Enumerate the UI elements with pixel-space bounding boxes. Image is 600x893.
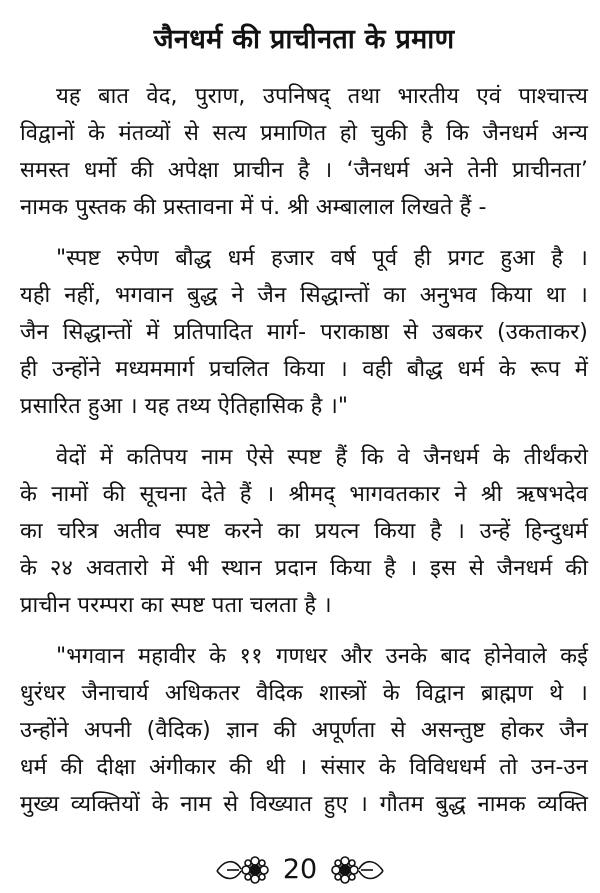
- text-line: नामक पुस्तक की प्रस्तावना में पं. श्री अम्बालाल लिखते हैं -: [20, 195, 487, 220]
- text-line: जैन सिद्धान्तों में प्रतिपादित मार्ग- पराकाष्ठा से उबकर (उकताकर): [20, 320, 588, 345]
- page-number: 20: [282, 854, 318, 885]
- paragraph-4: [20, 638, 588, 823]
- page-title: जैनधर्म की प्राचीनता के प्रमाण: [153, 24, 455, 55]
- text-line: प्राचीन परम्परा का स्पष्ट पता चलता है ।: [20, 593, 332, 618]
- page-footer: [0, 853, 600, 887]
- text-line: "भगवान महावीर के ११ गणधर और उनके बाद होनेवाले कई: [56, 644, 588, 669]
- text-line: विद्वानों के मंतव्यों से सत्य प्रमाणित हो चुकी है कि जैनधर्म अन्य: [20, 121, 588, 146]
- paragraph-2: [20, 240, 588, 425]
- flower-ornament-icon: [215, 855, 273, 885]
- text-line: यह बात वेद, पुराण, उपनिषद् तथा भारतीय एवं पाश्चात्त्य: [56, 84, 588, 109]
- text-line: उन्होंने अपनी (वैदिक) ज्ञान की अपूर्णता से असन्तुष्ट होकर जैन: [20, 718, 588, 743]
- text-line: के २४ अवतारो में भी स्थान प्रदान किया है । इस से जैनधर्म की: [20, 556, 588, 581]
- text-line: धुरंधर जैनाचार्य अधिकतर वैदिक शास्त्रों के विद्वान ब्राह्मण थे ।: [20, 681, 588, 706]
- text-line: "स्पष्ट रुपेण बौद्ध धर्म हजार वर्ष पूर्व ही प्रगट हुआ है ।: [56, 246, 588, 271]
- text-line: वेदों में कतिपय नाम ऐसे स्पष्ट हैं कि वे जैनधर्म के तीर्थंकरो: [56, 445, 588, 470]
- text-line: ही उन्होंने मध्यममार्ग प्रचलित किया । वही बौद्ध धर्म के रूप में: [20, 357, 588, 382]
- text-line: धर्म की दीक्षा अंगीकार की थी । संसार के विविधधर्म तो उन-उन: [20, 755, 588, 780]
- text-line: का चरित्र अतीव स्पष्ट करने का प्रयत्न किया है । उन्हें हिन्दुधर्म: [20, 519, 588, 544]
- paragraph-3: [20, 439, 588, 624]
- text-line: मुख्य व्यक्तियों के नाम से विख्यात हुए । गौतम बुद्ध नामक व्यक्ति: [20, 792, 588, 817]
- flower-ornament-icon: [327, 855, 385, 885]
- text-line: के नामों की सूचना देते हैं । श्रीमद् भागवतकार ने श्री ऋषभदेव: [20, 482, 588, 507]
- text-line: यही नहीं, भगवान बुद्ध ने जैन सिद्धान्तों का अनुभव किया था ।: [20, 283, 588, 308]
- text-line: प्रसारित हुआ । यह तथ्य ऐतिहासिक है ।": [20, 394, 349, 419]
- paragraph-1: [20, 78, 588, 226]
- text-line: समस्त धर्मो की अपेक्षा प्राचीन है । ‘जैनधर्म अने तेनी प्राचीनता’: [20, 158, 588, 183]
